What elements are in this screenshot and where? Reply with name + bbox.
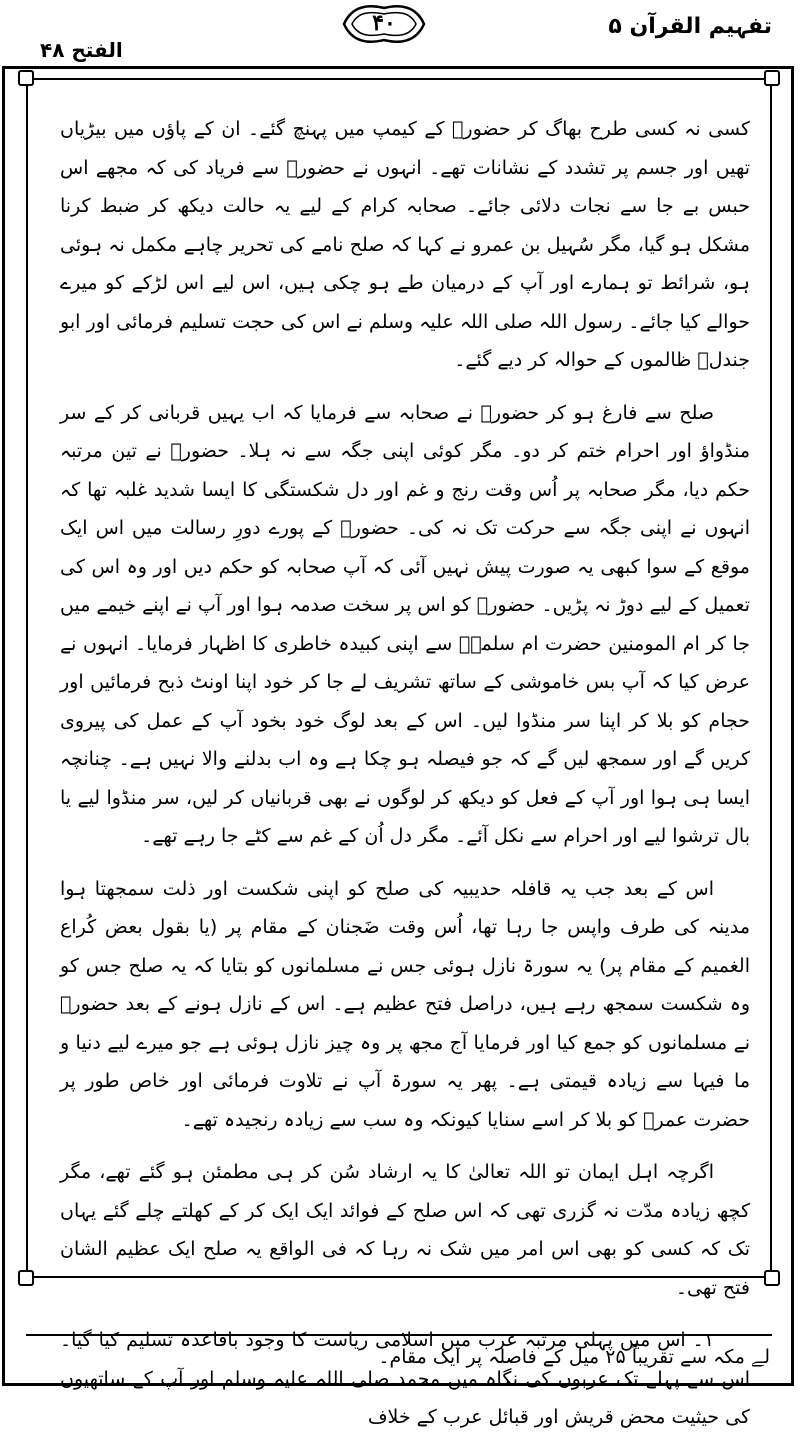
paragraph: صلح سے فارغ ہو کر حضورؐ نے صحابہ سے فرمایا کہ اب یہیں قربانی کر کے سر منڈواؤ اور احرام ختم کر دو۔ مگر کوئی اپنی جگہ سے نہ ہلا۔ حضورؐ نے تین مرتبہ حکم دیا، مگر صحابہ پر اُس وقت رنج و غم اور دل شکستگی کا ایسا شدید غلبہ تھا کہ انہوں نے اپنی جگہ سے حرکت تک نہ کی۔ حضورؐ کے پورے دورِ رسالت میں اس ایک موقع کے سوا کبھی یہ صورت پیش نہیں آئی کہ آپ صحابہ کو حکم دیں اور وہ اس کی تعمیل کے لیے دوڑ نہ پڑیں۔ حضورؐ کو اس پر سخت صدمہ ہوا اور آپ نے اپنے خیمے میں جا کر ام المومنین حضرت ام سلمہؓ سے اپنی کبیدہ خاطری کا اظہار فرمایا۔ انہوں نے عرض کیا کہ آپ بس خاموشی کے ساتھ تشریف لے جا کر خود اپنا اونٹ ذبح فرمائیں اور حجام کو بلا کر اپنا سر منڈوا لیں۔ اس کے بعد لوگ خود بخود آپ کے عمل کی پیروی کریں گے اور سمجھ لیں گے کہ جو فیصلہ ہو چکا ہے وہ اب بدلنے والا نہیں ہے۔ چنانچہ ایسا ہی ہوا اور آپ کے فعل کو دیکھ کر لوگوں نے بھی قربانیاں کر لیں، سر منڈوا لیے یا بال ترشوا لیے اور احرام سے نکل آئے۔ مگر دل اُن کے غم سے کٹے جا رہے تھے۔	[60, 401, 750, 847]
paragraph: اس کے بعد جب یہ قافلہ حدیبیہ کی صلح کو اپنی شکست اور ذلت سمجھتا ہوا مدینہ کی طرف واپس جا رہا تھا، اُس وقت ضَجنان کے مقام پر (یا بقول بعض کُراع الغمیم کے مقام پر) یہ سورۃ نازل ہوئی جس نے مسلمانوں کو بتایا کہ یہ صلح جس کو وہ شکست سمجھ رہے ہیں، دراصل فتح عظیم ہے۔ اس کے نازل ہونے کے بعد حضورؐ نے مسلمانوں کو جمع کیا اور فرمایا آج مجھ پر وہ چیز نازل ہوئی ہے جو میرے لیے دنیا و ما فیہا سے زیادہ قیمتی ہے۔ پھر یہ سورۃ آپ نے تلاوت فرمائی اور خاص طور پر حضرت عمرؓ کو بلا کر اسے سنایا کیونکہ وہ سب سے زیادہ رنجیدہ تھے۔	[60, 877, 750, 1131]
frame-corner	[764, 70, 780, 86]
page-number-ornament	[338, 2, 430, 46]
page-number: ۴۰	[372, 10, 396, 36]
frame-corner	[18, 1270, 34, 1286]
frame-corner	[764, 1270, 780, 1286]
paragraph: اگرچہ اہل ایمان تو اللہ تعالیٰ کا یہ ارشاد سُن کر ہی مطمئن ہو گئے تھے، مگر کچھ زیادہ مدّت نہ گزری تھی کہ اس صلح کے فوائد ایک ایک کر کے کھلتے چلے گئے یہاں تک کہ کسی کو بھی اس امر میں شک نہ رہا کہ فی الواقع یہ صلح ایک عظیم الشان فتح تھی۔	[60, 1161, 750, 1299]
footnote-divider	[26, 1334, 772, 1336]
frame-corner	[18, 70, 34, 86]
body-text	[60, 110, 750, 1451]
paragraph: ۱۔ اس میں پہلی مرتبہ عرب میں اسلامی ریاست کا وجود باقاعدہ تسلیم کیا گیا۔ اس سے پہلے تک عربوں کی نگاہ میں محمد صلی اللہ علیہ وسلم اور آپ کے ساتھیوں کی حیثیت محض قریش اور قبائل عرب کے خلاف	[60, 1329, 750, 1428]
surah-label: الفتح ۴۸	[40, 38, 123, 62]
footnote: ﻟﮯ مکہ سے تقریباً ۲۵ میل کے فاصلہ پر ایک مقام۔	[378, 1346, 770, 1368]
book-title: تفہیم القرآن ۵	[608, 14, 772, 39]
paragraph: کسی نہ کسی طرح بھاگ کر حضورؐ کے کیمپ میں پہنچ گئے۔ ان کے پاؤں میں بیڑیاں تھیں اور جسم پر تشدد کے نشانات تھے۔ انہوں نے حضورؐ سے فریاد کی کہ مجھے اس حبس بے جا سے نجات دلائی جائے۔ صحابہ کرام کے لیے یہ حالت دیکھ کر ضبط کرنا مشکل ہو گیا، مگر سُہیل بن عمرو نے کہا کہ صلح نامے کی تحریر چاہے مکمل نہ ہوئی ہو، شرائط تو ہمارے اور آپ کے درمیان طے ہو چکی ہیں، اس لیے اس لڑکے کو میرے حوالے کیا جائے۔ رسول اللہ صلی اللہ علیہ وسلم نے اس کی حجت تسلیم فرمائی اور ابو جندلؓ ظالموں کے حوالہ کر دیے گئے۔	[60, 118, 750, 371]
